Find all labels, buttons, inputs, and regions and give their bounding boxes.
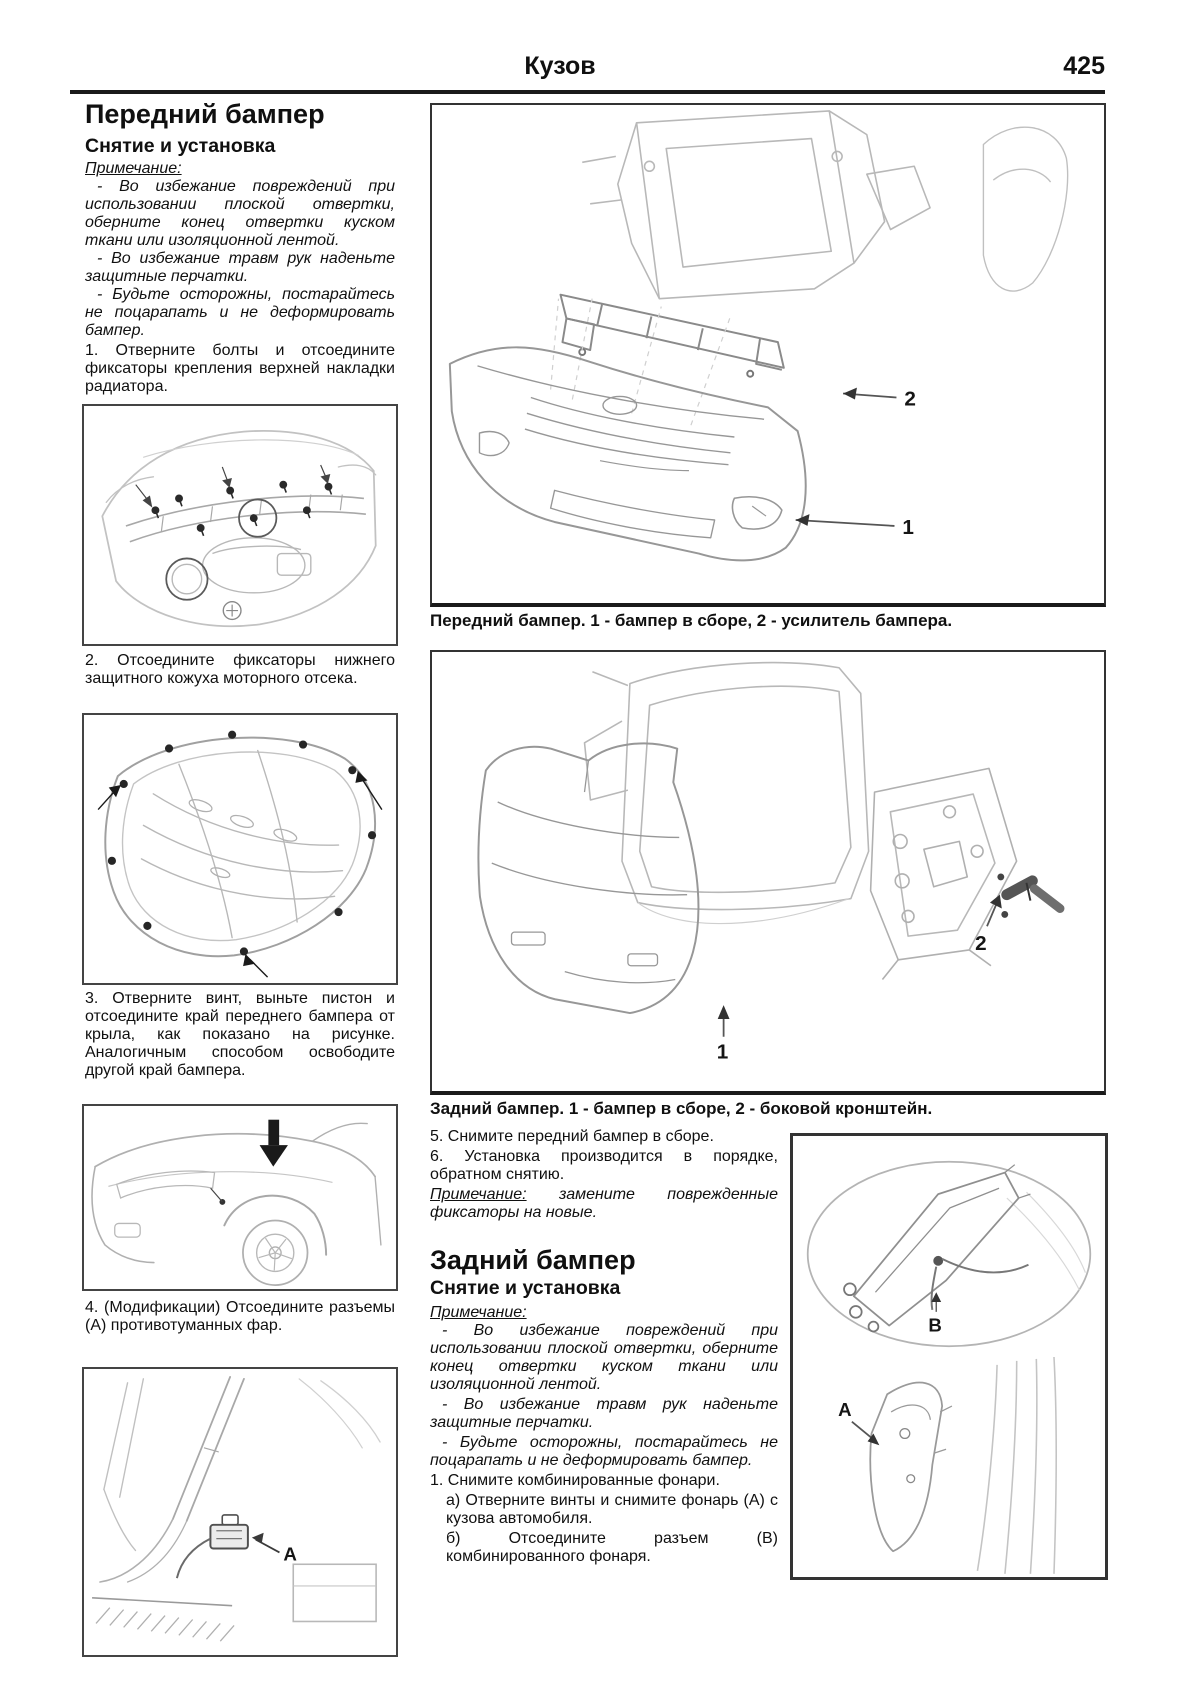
rear-step-1b-text: б) Отсоедините разъем (В) комбинированного фонаря. [446,1529,778,1565]
figure-fender-release [82,1104,398,1291]
rear-bumper-section-title: Задний бампер [430,1245,636,1275]
note-label: Примечание: [430,1303,527,1321]
chassis-lines [100,1377,380,1582]
rear-figure-caption: Задний бампер. 1 - бампер в сборе, 2 - боковой кронштейн. [430,1099,933,1118]
combination-lamp-drawing [793,1136,1105,1577]
step-6-text: 6. Установка производится в порядке, обратном снятию. [430,1148,778,1183]
rear-step-1-text: 1. Снимите комбинированные фонари. [430,1471,720,1489]
arrow-up-icon [718,1005,730,1019]
svg-text:1: 1 [902,515,914,539]
figure-rear-bumper-exploded [430,650,1106,1095]
part-label-2 [975,895,1002,955]
rear-step-1a-text: а) Отверните винты и снимите фонарь (А) с кузова автомобиля. [446,1491,778,1527]
front-bumper-exploded-drawing [432,105,1104,603]
background-lines [1007,1192,1085,1290]
magnifier-ellipse [808,1162,1091,1346]
body-panel-lines [977,1357,1056,1574]
svg-text:B: B [928,1314,942,1336]
note-item: - Будьте осторожны, постарайтесь не поцарапать и не деформировать бампер. [85,286,395,339]
rear-bumper-exploded-drawing [432,652,1104,1091]
bumper-reinforcement-drawing [561,295,784,377]
step-5-text: 5. Снимите передний бампер в сборе. [430,1128,714,1145]
under-cover-drawing [84,715,396,983]
step-4-text: 4. (Модификации) Отсоедините разъемы (А) противотуманных фар. [85,1299,395,1334]
rear-bumper-subsection-title: Снятие и установка [430,1277,621,1300]
radiator-support-bar [126,495,366,542]
connector-label-a [252,1533,298,1565]
fastener-icons [109,731,376,954]
part-label-1 [717,1005,730,1063]
fender-drawing [983,127,1067,291]
svg-text:1: 1 [716,1040,729,1064]
wheel [243,1220,308,1285]
front-bumper-subsection-title: Снятие и установка [85,135,276,157]
car-body-outline [102,431,375,626]
harness-drawing [932,1256,1029,1310]
car-front-outline [92,1123,381,1262]
foglamp-connector-drawing [84,1369,396,1655]
svg-text:2: 2 [975,931,987,955]
figure-engine-bay-fasteners [82,404,398,646]
note-label: Примечание: [430,1186,527,1203]
svg-text:A: A [838,1398,852,1420]
assembly-leader-lines [551,299,731,425]
replace-clips-note [430,1186,778,1222]
bracket-box [293,1564,376,1621]
tail-lamp-drawing [870,1383,952,1552]
part-label-1 [796,514,914,539]
lamp-label-a [838,1399,879,1445]
note-item: - Будьте осторожны, постарайтесь не поцарапать и не деформировать бампер. [430,1433,778,1469]
quarter-panel-drawing [871,768,1017,979]
note-label: Примечание: [85,160,182,177]
note-item: - Во избежание повреждений при использовании плоской отвертки, оберните конец отвертки куском ткани или изоляционной лентой. [85,178,395,249]
step-3-text: 3. Отверните винт, выньте пистон и отсоедините край переднего бампера от крыла, как показано на рисунке. Аналогичным способом освободите другой край бампера. [85,990,395,1079]
rear-bumper-text-block [430,1128,778,1568]
note-item: - Во избежание травм рук наденьте защитные перчатки. [430,1395,778,1431]
front-bumper-drawing [450,347,806,560]
lamp-bracket-drawing [844,1165,1030,1332]
ground-hatching [92,1598,234,1641]
pointer-arrow-icons [98,772,382,977]
page-number: 425 [1063,52,1105,80]
seam-bolt [211,1188,226,1205]
note-item: - Во избежание повреждений при использовании плоской отвертки, оберните конец отвертки куском ткани или изоляционной лентой. [430,1321,778,1393]
radiator-support-drawing [582,111,930,299]
figure-foglamp-connector [82,1367,398,1657]
figure-combination-lamp [790,1133,1108,1580]
header-rule [70,90,1105,94]
figure-front-bumper-exploded [430,103,1106,607]
front-bumper-section-title: Передний бампер [85,99,325,129]
front-bumper-notes [85,160,395,340]
down-arrow-icon [260,1120,288,1167]
figure-under-cover [82,713,398,985]
engine-bay-drawing [84,406,396,644]
note-text: замените поврежденные фиксаторы на новые. [430,1186,778,1221]
step-2-text: 2. Отсоедините фиксаторы нижнего защитного кожуха моторного отсека. [85,652,395,687]
part-label-2 [843,387,916,410]
front-figure-caption: Передний бампер. 1 - бампер в сборе, 2 - усилитель бампера. [430,611,953,630]
svg-text:2: 2 [904,387,916,411]
arrow-left-icon [843,388,857,400]
part-label-a: A [283,1543,297,1565]
step-1-text: 1. Отверните болты и отсоедините фиксаторы крепления верхней накладки радиатора. [85,342,395,395]
page-title: Кузов [524,52,596,80]
engine-parts [172,538,311,620]
fender-drawing [84,1106,396,1289]
note-item: - Во избежание травм рук наденьте защитные перчатки. [85,250,395,285]
connector-label-b [928,1292,941,1335]
connector-part [177,1515,248,1578]
tailgate-opening-drawing [585,663,869,924]
leader-arrow-icons [136,465,330,506]
